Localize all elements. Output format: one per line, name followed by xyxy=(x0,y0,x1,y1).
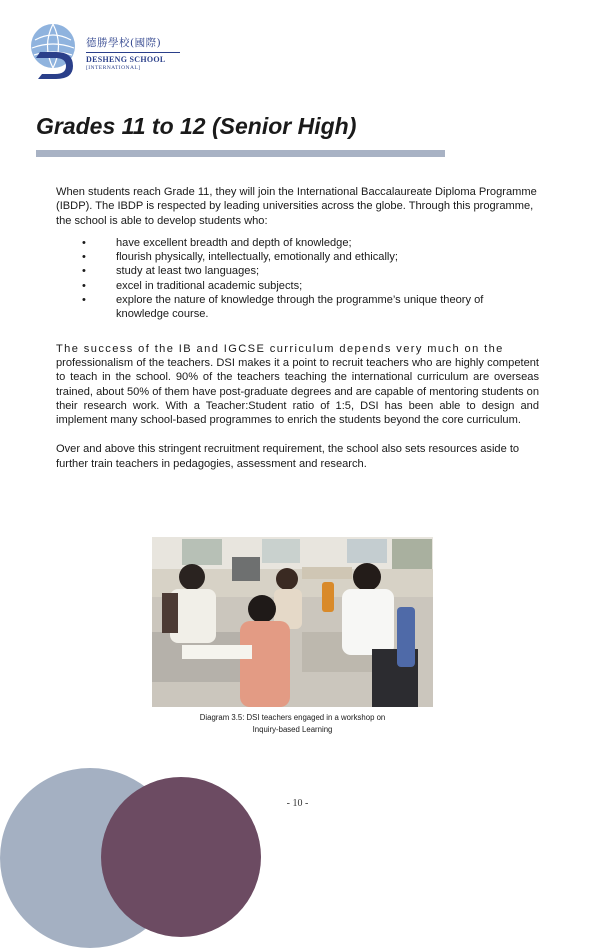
bullet-icon: • xyxy=(82,251,86,264)
paragraph-training: Over and above this stringent recruitment requirement, the school also sets resources aside to further train teachers in pedagogies, assessment and research. xyxy=(56,443,520,470)
list-item-text: excel in traditional academic subjects; xyxy=(116,279,303,292)
bullet-icon: • xyxy=(82,265,86,278)
main-content xyxy=(56,185,539,471)
list-item xyxy=(56,264,539,278)
logo-divider xyxy=(86,52,180,53)
bullet-icon: • xyxy=(82,279,86,292)
logo-subtitle: [INTERNATIONAL] xyxy=(86,65,141,71)
outcomes-list xyxy=(56,236,539,322)
caption-line-1: Diagram 3.5: DSI teachers engaged in a workshop on xyxy=(199,713,386,722)
school-logo xyxy=(26,22,186,82)
title-underline-bar xyxy=(36,150,445,157)
logo-english-name: DESHENG SCHOOL xyxy=(86,55,166,64)
paragraph-teachers: professionalism of the teachers. DSI makes it a point to recruit teachers who are highly competent to teach in the school. 90% of the teachers teaching the international curriculum are overseas trained, about 50% of them have post-graduate degrees and are capable of mentoring students on their research work. With a Teacher:Student ratio of 1:5, DSI has been able to design and implement many school-based programmes to enrich the students beyond the core curriculum. xyxy=(56,356,539,427)
list-item xyxy=(56,279,539,293)
workshop-photo-illustration xyxy=(152,537,433,707)
workshop-photo xyxy=(152,537,433,707)
page-title: Grades 11 to 12 (Senior High) xyxy=(36,113,357,139)
list-item-text: flourish physically, intellectually, emotionally and ethically; xyxy=(116,251,398,264)
photo-caption xyxy=(152,712,433,736)
school-crest-icon xyxy=(26,22,82,80)
page-number: - 10 - xyxy=(286,798,309,809)
bullet-icon: • xyxy=(82,294,86,307)
logo-chinese-name: 德勝學校(國際) xyxy=(86,37,162,49)
paragraph-teachers-lead: The success of the IB and IGCSE curriculum depends very much on the xyxy=(56,342,504,355)
list-item-text: explore the nature of knowledge through the programme’s unique theory of knowledge course. xyxy=(116,294,484,321)
list-item-text: study at least two languages; xyxy=(116,265,260,278)
list-item xyxy=(56,236,539,250)
caption-line-2: Inquiry-based Learning xyxy=(252,725,333,734)
list-item xyxy=(56,250,539,264)
list-item xyxy=(56,293,539,322)
bullet-icon: • xyxy=(82,236,86,249)
list-item-text: have excellent breadth and depth of knowledge; xyxy=(116,236,352,249)
intro-paragraph: When students reach Grade 11, they will join the International Baccalaureate Diploma Programme (IBDP). The IBDP is respected by leading universities across the globe. Through this programme, the school is able to develop students who: xyxy=(56,186,537,227)
